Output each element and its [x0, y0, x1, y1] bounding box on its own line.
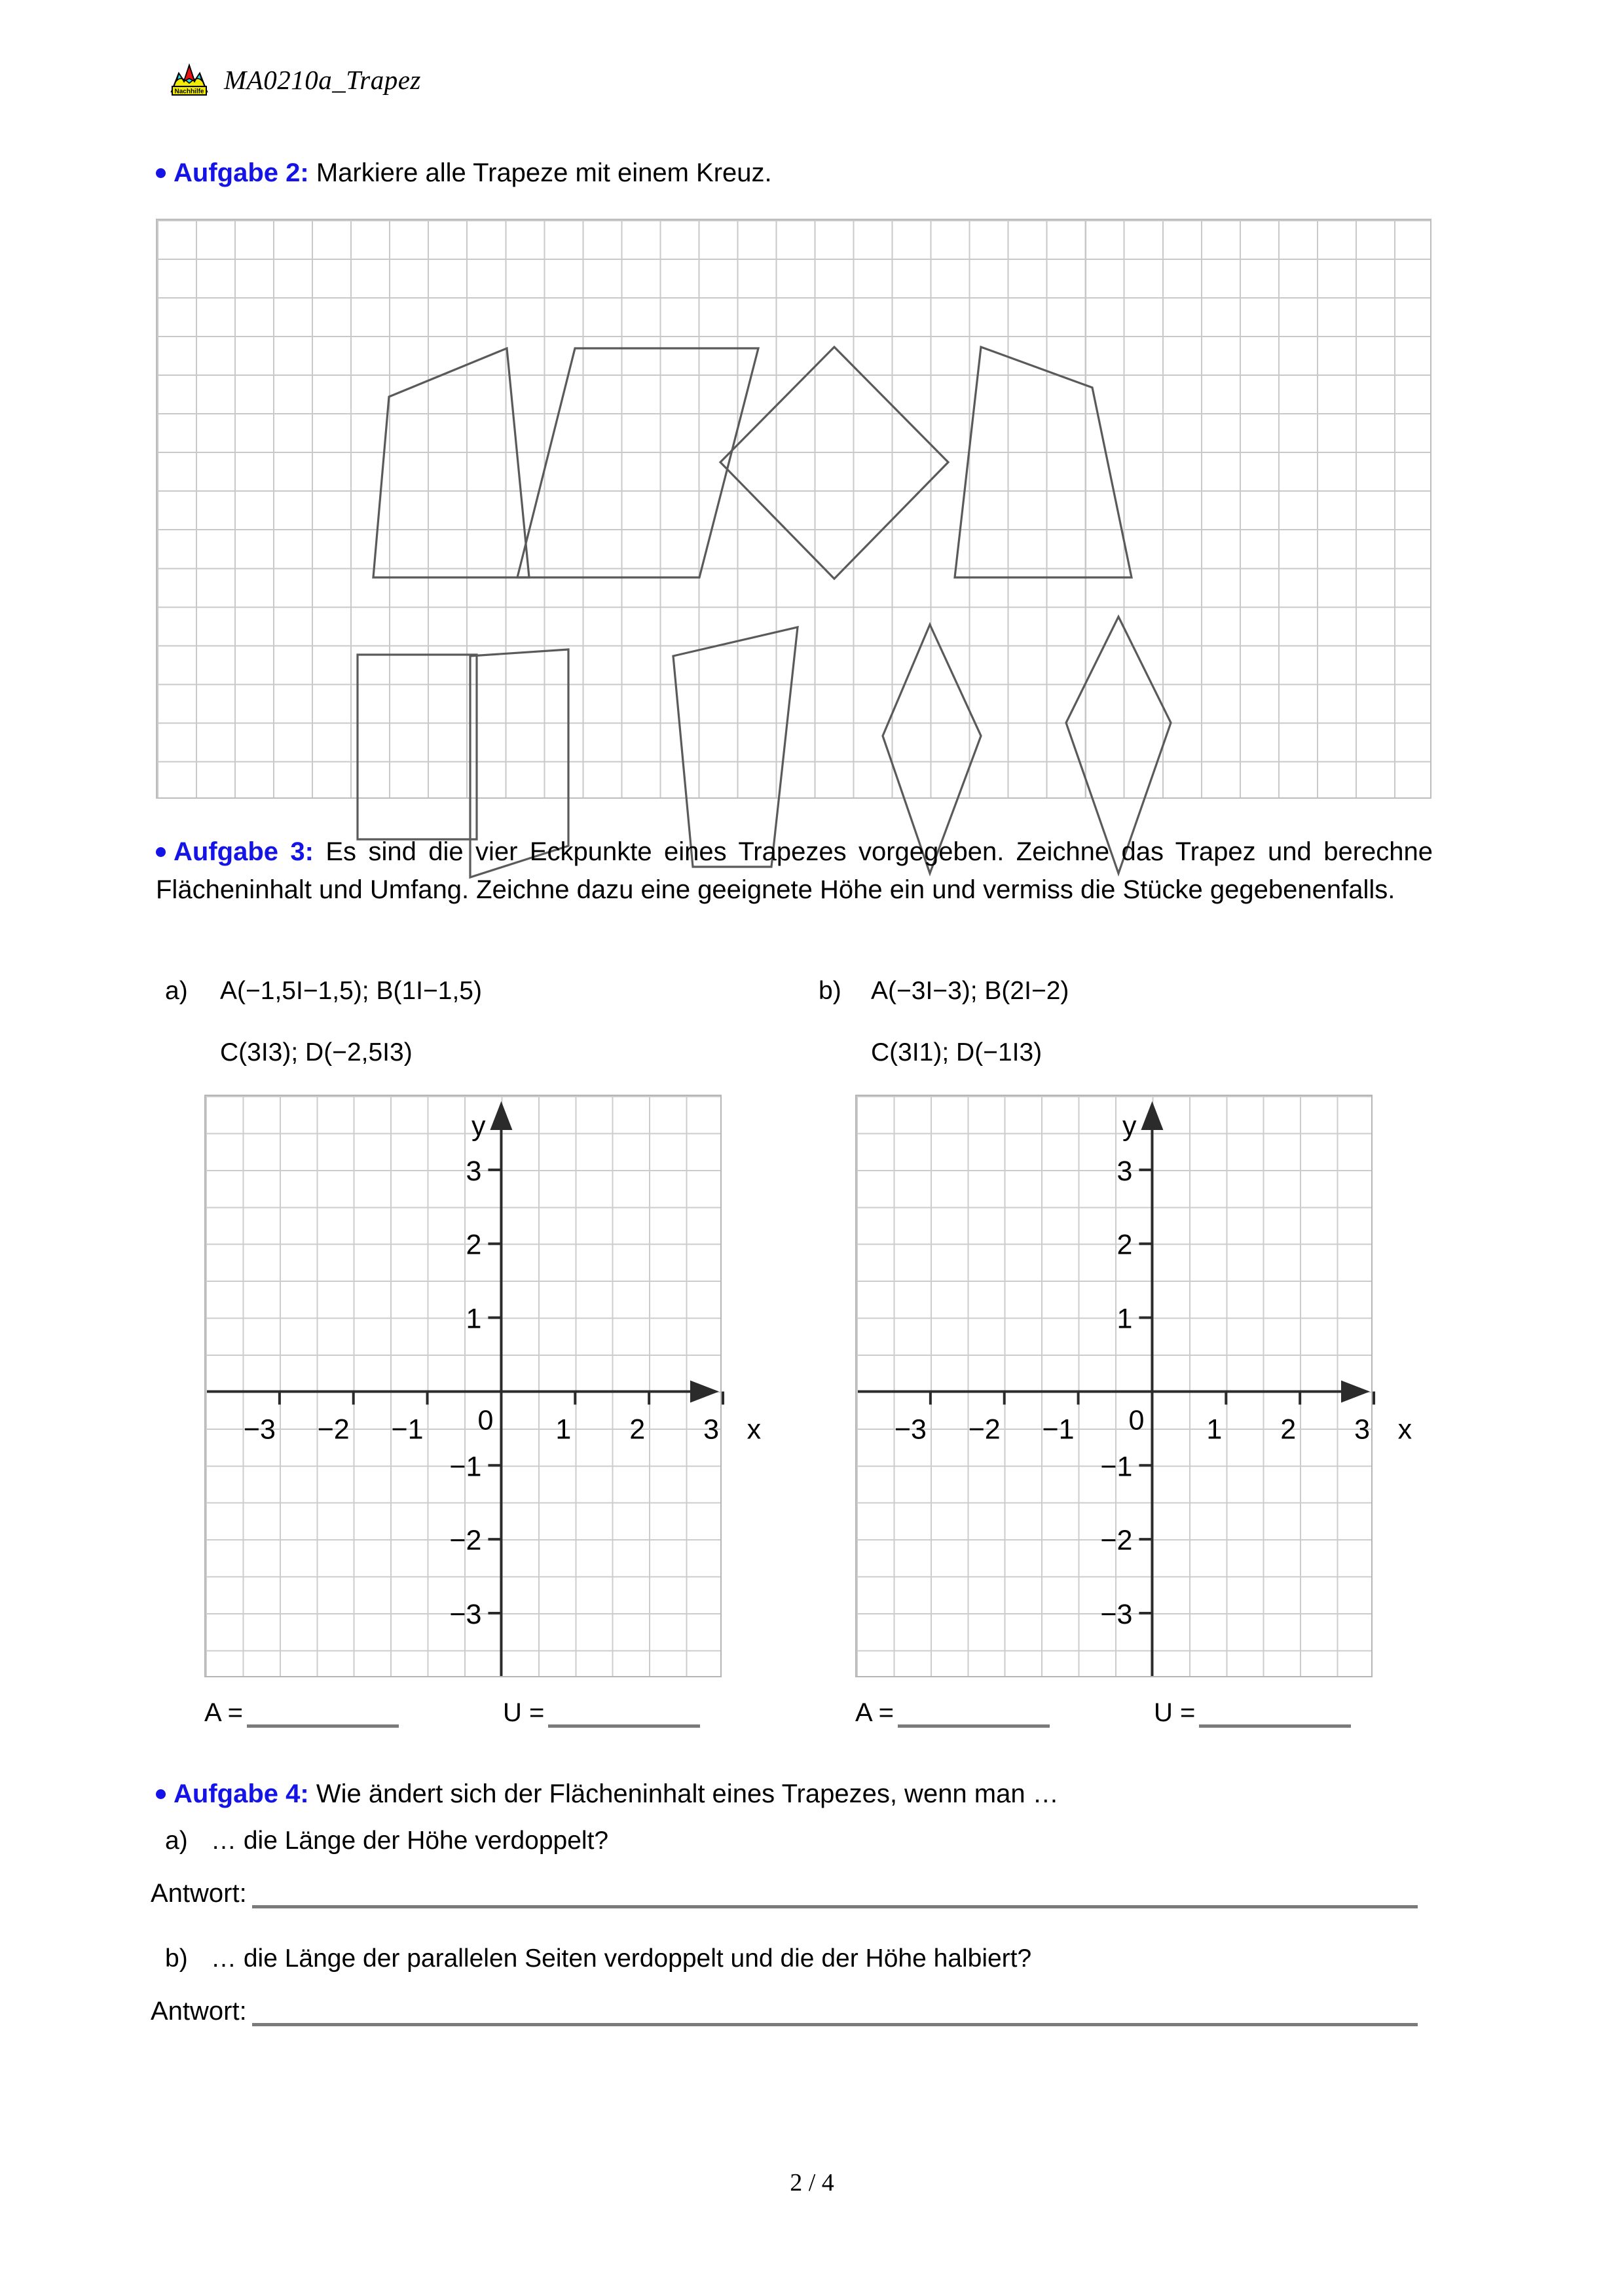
task4b-letter: b)	[165, 1944, 188, 1973]
task4-label: Aufgabe 4:	[174, 1779, 309, 1808]
task3-text: Es sind die vier Eckpunkte eines Trapezes vorgegeben. Zeichne das Trapez und berechne Flächeninhalt und Umfang. Zeichne dazu eine geeignete Höhe ein und vermiss die Stücke gegebenenfalls.	[156, 837, 1433, 905]
x-tick-label: −1	[391, 1413, 424, 1446]
task3b-points-line1: A(−3I−3); B(2I−2)	[871, 977, 1069, 1005]
task4b-answer-row[interactable]	[151, 1997, 1418, 2026]
task4a-answer-label: Antwort:	[151, 1879, 247, 1908]
task2-heading	[156, 155, 772, 192]
shape-4-quadrilateral[interactable]	[955, 347, 1132, 577]
origin-label: 0	[477, 1404, 494, 1436]
task3a-letter: a)	[165, 977, 188, 1005]
task3a-points-line1: A(−1,5I−1,5); B(1I−1,5)	[220, 977, 482, 1005]
shape-3-rhombus[interactable]	[720, 347, 948, 579]
x-tick-label: −3	[894, 1413, 927, 1446]
origin-label: 0	[1128, 1404, 1145, 1436]
task4a-answer-row[interactable]	[151, 1879, 1418, 1908]
x-tick-label: −3	[243, 1413, 276, 1446]
task3a-area-label: A =	[204, 1698, 243, 1727]
task4a-answer-blank[interactable]	[252, 1884, 1418, 1908]
y-axis-label: y	[1122, 1110, 1137, 1142]
y-tick-label: 3	[466, 1155, 482, 1187]
x-axis-label: x	[747, 1413, 762, 1446]
task3-label: Aufgabe 3:	[174, 837, 314, 866]
y-tick-label: 3	[1116, 1155, 1133, 1187]
task4b-answer-blank[interactable]	[252, 2002, 1418, 2026]
y-axis-label: y	[471, 1110, 486, 1142]
task3a-points-line2: C(3I3); D(−2,5I3)	[220, 1038, 413, 1066]
y-tick-label: 2	[466, 1229, 482, 1261]
coordinate-system-b[interactable]	[855, 1095, 1412, 1677]
task4a-question: … die Länge der Höhe verdoppelt?	[211, 1827, 609, 1855]
x-tick-label: 1	[1206, 1413, 1223, 1446]
task4a-letter: a)	[165, 1827, 188, 1855]
x-axis-arrow-icon	[690, 1380, 719, 1402]
task3b-perimeter-label: U =	[1154, 1698, 1196, 1727]
task2-text: Markiere alle Trapeze mit einem Kreuz.	[316, 158, 772, 187]
bullet-icon	[156, 168, 166, 178]
x-tick-label: −1	[1042, 1413, 1075, 1446]
task3a-perimeter-label: U =	[503, 1698, 545, 1727]
task4-heading	[156, 1776, 1059, 1813]
y-tick-label: −1	[449, 1451, 482, 1483]
task3a-area-blank[interactable]	[247, 1702, 399, 1728]
x-tick-label: 3	[1354, 1413, 1371, 1446]
task3a-perimeter-blank[interactable]	[548, 1702, 700, 1728]
task3-heading	[156, 833, 1433, 909]
task3a-perimeter-answer[interactable]	[503, 1698, 700, 1728]
document-header	[169, 63, 421, 97]
task3b-area-blank[interactable]	[898, 1702, 1050, 1728]
nachhilfe-mountain-logo	[169, 63, 210, 97]
x-axis-label: x	[1397, 1413, 1412, 1446]
task3b-perimeter-blank[interactable]	[1199, 1702, 1351, 1728]
y-tick-label: −2	[1100, 1525, 1133, 1557]
task2-label: Aufgabe 2:	[174, 158, 309, 187]
x-tick-label: 2	[629, 1413, 646, 1446]
task3b-area-label: A =	[855, 1698, 894, 1727]
shape-1-trapezoid[interactable]	[373, 348, 529, 577]
page-title: MA0210a_Trapez	[224, 65, 421, 95]
task3b-area-answer[interactable]	[855, 1698, 1050, 1728]
task3a-area-answer[interactable]	[204, 1698, 399, 1728]
task4-text: Wie ändert sich der Flächeninhalt eines Trapezes, wenn man …	[316, 1779, 1059, 1808]
y-axis-arrow-icon	[1141, 1101, 1163, 1130]
y-tick-label: −2	[449, 1525, 482, 1557]
task4b-question: … die Länge der parallelen Seiten verdoppelt und die der Höhe halbiert?	[211, 1944, 1032, 1973]
x-axis-arrow-icon	[1341, 1380, 1370, 1402]
task3b-letter: b)	[819, 977, 841, 1005]
task3b-perimeter-answer[interactable]	[1154, 1698, 1351, 1728]
x-tick-label: 3	[703, 1413, 720, 1446]
shape-5-rectangle[interactable]	[358, 655, 477, 839]
y-tick-label: 1	[1116, 1303, 1133, 1335]
x-tick-label: 1	[555, 1413, 572, 1446]
y-tick-label: −1	[1100, 1451, 1133, 1483]
y-tick-label: 1	[466, 1303, 482, 1335]
bullet-icon	[156, 1789, 166, 1799]
shape-7-quadrilateral[interactable]	[673, 627, 798, 867]
task3b-points-line2: C(3I1); D(−1I3)	[871, 1038, 1043, 1066]
x-tick-label: −2	[317, 1413, 350, 1446]
svg-text:Nachhilfe: Nachhilfe	[174, 88, 204, 96]
coordinate-system-a[interactable]	[204, 1095, 762, 1677]
shapes-worksheet-grid[interactable]	[156, 219, 1431, 799]
y-tick-label: −3	[449, 1599, 482, 1631]
page-number: 2 / 4	[790, 2169, 834, 2196]
bullet-icon	[156, 847, 166, 857]
x-tick-label: 2	[1280, 1413, 1297, 1446]
y-tick-label: 2	[1116, 1229, 1133, 1261]
task4b-answer-label: Antwort:	[151, 1997, 247, 2026]
y-tick-label: −3	[1100, 1599, 1133, 1631]
y-axis-arrow-icon	[490, 1101, 512, 1130]
x-tick-label: −2	[968, 1413, 1001, 1446]
